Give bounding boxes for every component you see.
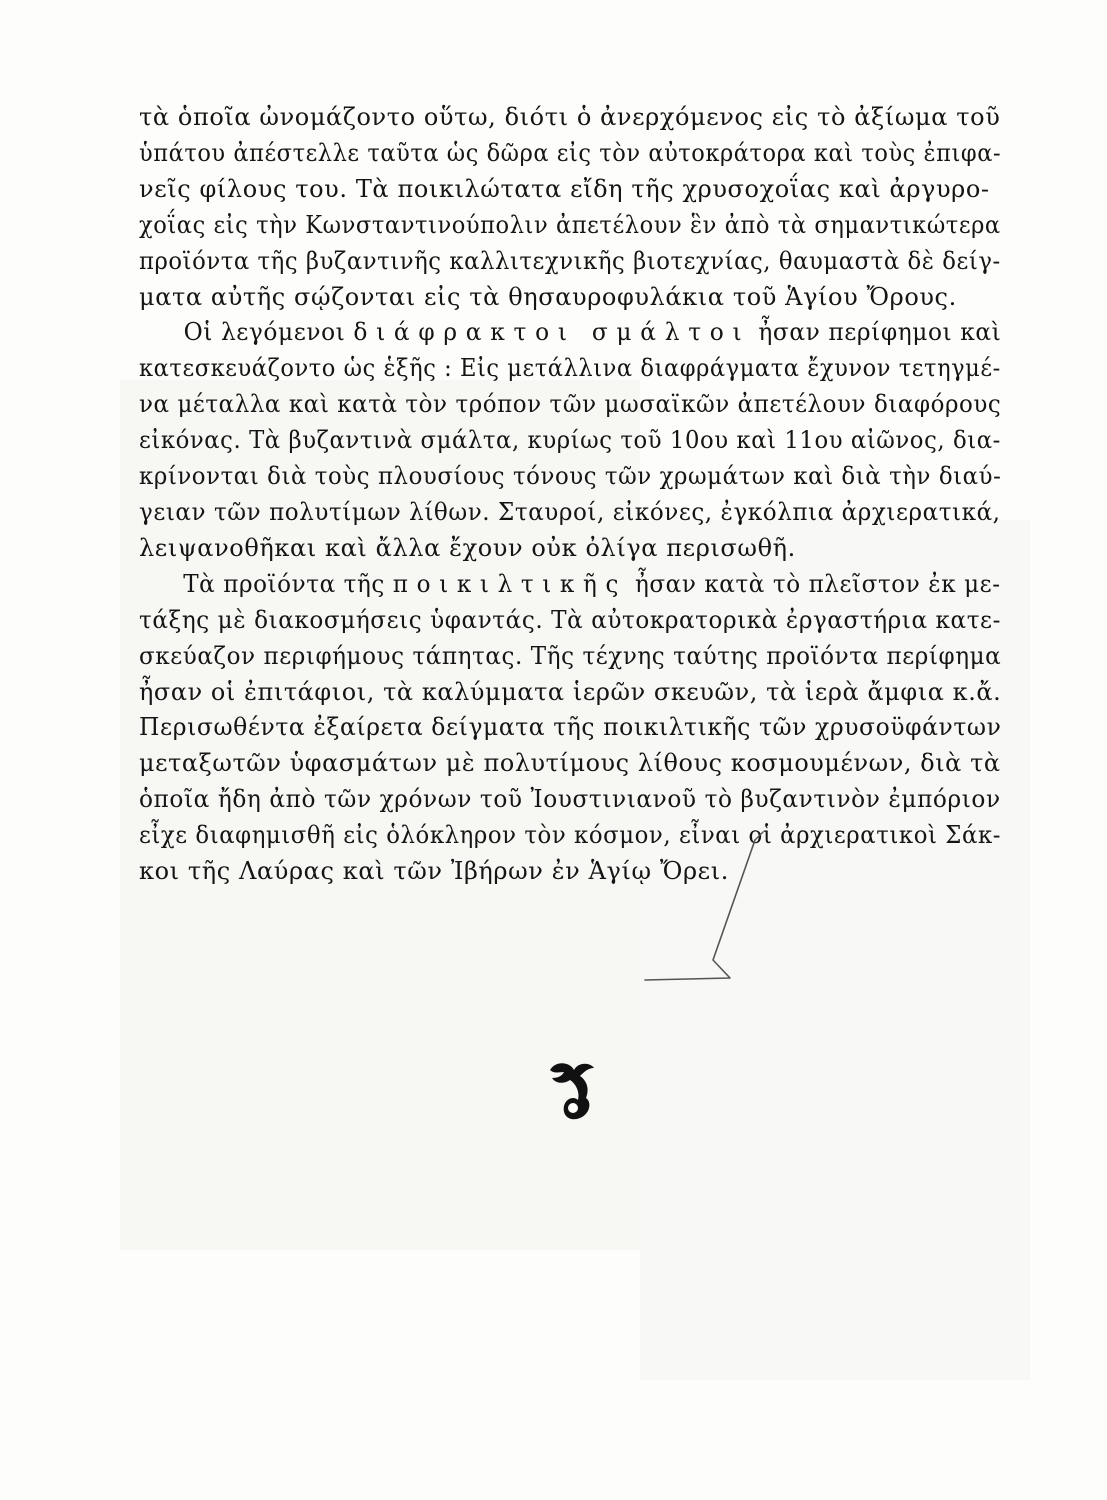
text-run: κρίνονται διὰ τοὺς πλουσίους τόνους τῶν χρωμάτων καὶ διὰ τὴν διαύ-: [139, 462, 1002, 491]
text-run: ὑπάτου ἀπέστελλε ταῦτα ὡς δῶρα εἰς τὸν αὐτοκράτορα καὶ τοὺς ἐπιφα-: [139, 138, 1002, 167]
text-line: [139, 854, 1001, 890]
text-run: μεταξωτῶν ὑφασμάτων μὲ πολυτίμους λίθους κοσμουμένων, διὰ τὰ: [139, 749, 1001, 778]
text-line: [139, 567, 1001, 603]
text-line: [139, 531, 1001, 567]
text-run: κατεσκευάζοντο ὡς ἑξῆς : Εἰς μετάλλινα διαφράγματα ἔχυνον τετηγμέ-: [139, 354, 1001, 383]
text-line: [139, 603, 1001, 639]
text-run: προϊόντα τῆς βυζαντινῆς καλλιτεχνικῆς βιοτεχνίας, θαυμαστὰ δὲ δείγ-: [139, 246, 1001, 275]
text-run: λειψανοθῆκαι καὶ ἄλλα ἔχουν οὐκ ὀλίγα περισωθῆ.: [139, 533, 796, 562]
text-line: [139, 315, 1002, 351]
text-run: εἶχε διαφημισθῆ εἰς ὁλόκληρον τὸν κόσμον, εἶναι οἱ ἀρχιερατικοὶ Σάκ-: [139, 821, 1002, 850]
text-run: Οἱ λεγόμενοι: [183, 318, 354, 347]
text-line: [139, 423, 1001, 459]
fleuron-ornament-icon: [540, 1058, 600, 1122]
text-run: Περισωθέντα ἐξαίρετα δείγματα τῆς ποικιλτικῆς τῶν χρυσοϋφάντων: [139, 713, 1002, 742]
text-line: [139, 818, 1002, 854]
text-run: ἦσαν περίφημοι καὶ: [750, 318, 1002, 347]
text-line: [139, 244, 1001, 280]
text-line: [139, 495, 1001, 531]
text-run: ἦσαν κατὰ τὸ πλεῖστον ἐκ με-: [627, 569, 1001, 598]
text-line: [139, 710, 1002, 746]
text-line: [139, 351, 1001, 387]
text-line: [139, 100, 1001, 136]
text-line: [139, 639, 1002, 675]
text-line: [139, 208, 1001, 244]
paragraph: [139, 100, 1001, 315]
text-line: [139, 280, 1001, 316]
text-line: [139, 172, 1001, 208]
pencil-check-mark: [635, 830, 775, 990]
text-run: νεῖς φίλους του. Τὰ ποικιλώτατα εἴδη τῆς χρυσοχοΐας καὶ ἀργυρο-: [139, 174, 990, 203]
text-run: ὁποῖα ἤδη ἀπὸ τῶν χρόνων τοῦ Ἰουστινιανοῦ τὸ βυζαντινὸν ἐμπόριον: [139, 785, 1001, 814]
text-run: τὰ ὁποῖα ὠνομάζοντο οὕτω, διότι ὁ ἀνερχόμενος εἰς τὸ ἀξίωμα τοῦ: [139, 103, 1001, 131]
text-line: [139, 746, 1001, 782]
text-line: [139, 459, 1002, 495]
text-line: [139, 782, 1001, 818]
text-run: σκεύαζον περιφήμους τάπητας. Τῆς τέχνης ταύτης προϊόντα περίφημα: [139, 641, 1002, 670]
text-run: να μέταλλα καὶ κατὰ τὸν τρόπον τῶν μωσαϊκῶν ἀπετέλουν διαφόρους: [139, 390, 1002, 419]
text-run: γειαν τῶν πολυτίμων λίθων. Σταυροί, εἰκόνες, ἐγκόλπια ἀρχιερατικά,: [139, 497, 1001, 526]
spaced-term: ποικιλτικῆς: [392, 569, 628, 598]
text-run: ἦσαν οἱ ἐπιτάφιοι, τὰ καλύμματα ἱερῶν σκευῶν, τὰ ἱερὰ ἄμφια κ.ἄ.: [139, 677, 1002, 706]
text-line: [139, 387, 1002, 423]
text-run: τάξης μὲ διακοσμήσεις ὑφαντάς. Τὰ αὐτοκρατορικὰ ἐργαστήρια κατε-: [139, 605, 1001, 634]
text-run: χοΐας εἰς τὴν Κωνσταντινούπολιν ἀπετέλουν ἓν ἀπὸ τὰ σημαντικώτερα: [139, 210, 1001, 239]
paragraph: [139, 315, 1001, 566]
text-run: κοι τῆς Λαύρας καὶ τῶν Ἰβήρων ἐν Ἁγίῳ Ὄρει.: [139, 857, 729, 886]
text-run: Τὰ προϊόντα τῆς: [183, 569, 393, 598]
text-run: εἰκόνας. Τὰ βυζαντινὰ σμάλτα, κυρίως τοῦ 10ου καὶ 11ου αἰῶνος, δια-: [139, 426, 1001, 455]
paragraph: [139, 567, 1001, 890]
text-run: ματα αὐτῆς σῴζονται εἰς τὰ θησαυροφυλάκια τοῦ Ἁγίου Ὄρους.: [139, 282, 957, 311]
text-line: [139, 136, 1002, 172]
text-line: [139, 675, 1002, 711]
spaced-term: διάφρακτοι σμάλτοι: [353, 318, 751, 347]
body-text: [139, 100, 1001, 890]
